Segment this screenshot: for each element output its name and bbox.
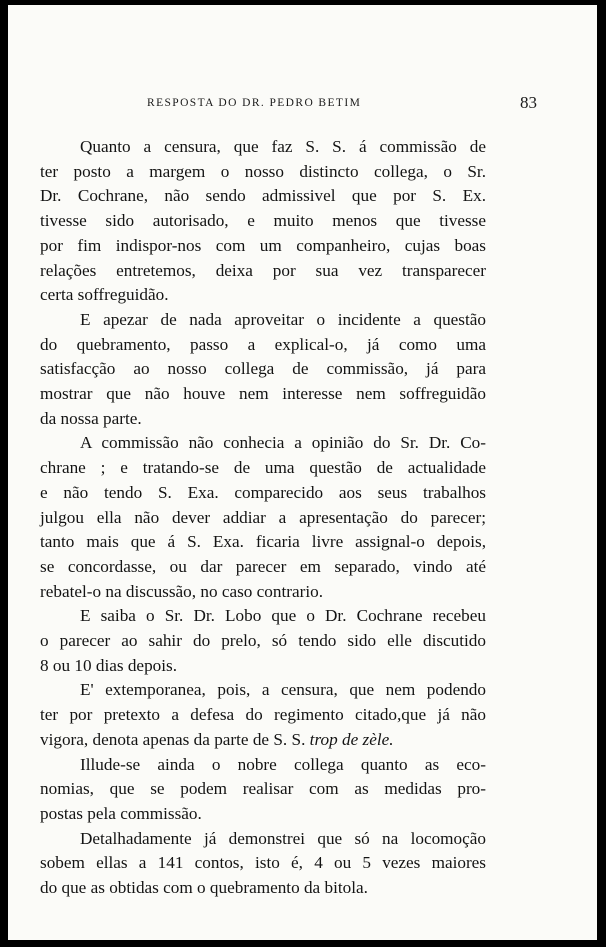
- text-line: julgou ella não dever addiar a apresentação do parecer;: [40, 507, 486, 527]
- page-header: [147, 93, 537, 115]
- running-head: RESPOSTA DO DR. PEDRO BETIM: [147, 97, 362, 109]
- body-text: [40, 135, 486, 901]
- page-number: 83: [520, 93, 537, 112]
- paragraph-2: [40, 308, 486, 432]
- text-line: ter posto a margem o nosso distincto collega, o Sr.: [40, 161, 486, 181]
- paragraph-1: [40, 135, 486, 308]
- paragraph-7: [40, 827, 486, 901]
- text-line: A commissão não conhecia a opinião do Sr. Dr. Co-: [80, 433, 486, 453]
- paragraph-3: [40, 431, 486, 604]
- text-line: nomias, que se podem realisar com as medidas pro-: [40, 779, 486, 799]
- text-line-with-italic: [40, 728, 486, 753]
- text-line: E apezar de nada aproveitar o incidente a questão: [80, 309, 486, 329]
- book-page: [8, 5, 597, 940]
- text-line: certa soffreguidão.: [40, 285, 169, 305]
- paragraph-5: [40, 678, 486, 752]
- text-line: por fim indispor-nos com um companheiro, cujas boas: [40, 235, 486, 255]
- text-line: Quanto a censura, que faz S. S. á commissão de: [80, 137, 486, 156]
- text-line: E' extemporanea, pois, a censura, que nem podendo: [80, 680, 486, 700]
- italic-phrase: trop de zèle.: [309, 729, 394, 749]
- text-line: o parecer ao sahir do prelo, só tendo sido elle discutido: [40, 631, 486, 651]
- text-line: rebatel-o na discussão, no caso contrario.: [40, 581, 324, 601]
- text-line: do que as obtidas com o quebramento da bitola.: [40, 878, 368, 898]
- text-line: Illude-se ainda o nobre collega quanto as eco-: [80, 754, 486, 774]
- text-line: se concordasse, ou dar parecer em separado, vindo até: [40, 556, 486, 576]
- text-line: chrane ; e tratando-se de uma questão de actualidade: [40, 458, 486, 478]
- text-line: satisfacção ao nosso collega de commissão, já para: [40, 359, 486, 379]
- text-line: tivesse sido autorisado, e muito menos que tivesse: [40, 211, 486, 231]
- text-line: 8 ou 10 dias depois.: [40, 655, 178, 675]
- text-line: do quebramento, passo a explical-o, já como uma: [40, 334, 486, 354]
- text-line: E saiba o Sr. Dr. Lobo que o Dr. Cochrane recebeu: [80, 606, 486, 626]
- paragraph-4: [40, 604, 486, 678]
- text-line: Detalhadamente já demonstrei que só na locomoção: [80, 828, 486, 848]
- text-line: e não tendo S. Exa. comparecido aos seus trabalhos: [40, 482, 486, 502]
- text-line: da nossa parte.: [40, 408, 142, 428]
- paragraph-6: [40, 753, 486, 827]
- text-line: tanto mais que á S. Exa. ficaria livre assignal-o depois,: [40, 532, 486, 552]
- text-line: Dr. Cochrane, não sendo admissivel que por S. Ex.: [40, 186, 486, 206]
- text-line: postas pela commissão.: [40, 803, 202, 823]
- text-line: sobem ellas a 141 contos, isto é, 4 ou 5 vezes maiores: [40, 853, 486, 873]
- text-line: relações entretemos, deixa por sua vez transparecer: [40, 260, 486, 280]
- text-line: mostrar que não houve nem interesse nem soffreguidão: [40, 384, 486, 404]
- text-span: vigora, denota apenas da parte de S. S.: [40, 729, 306, 749]
- text-line: ter por pretexto a defesa do regimento citado,que já não: [40, 705, 486, 725]
